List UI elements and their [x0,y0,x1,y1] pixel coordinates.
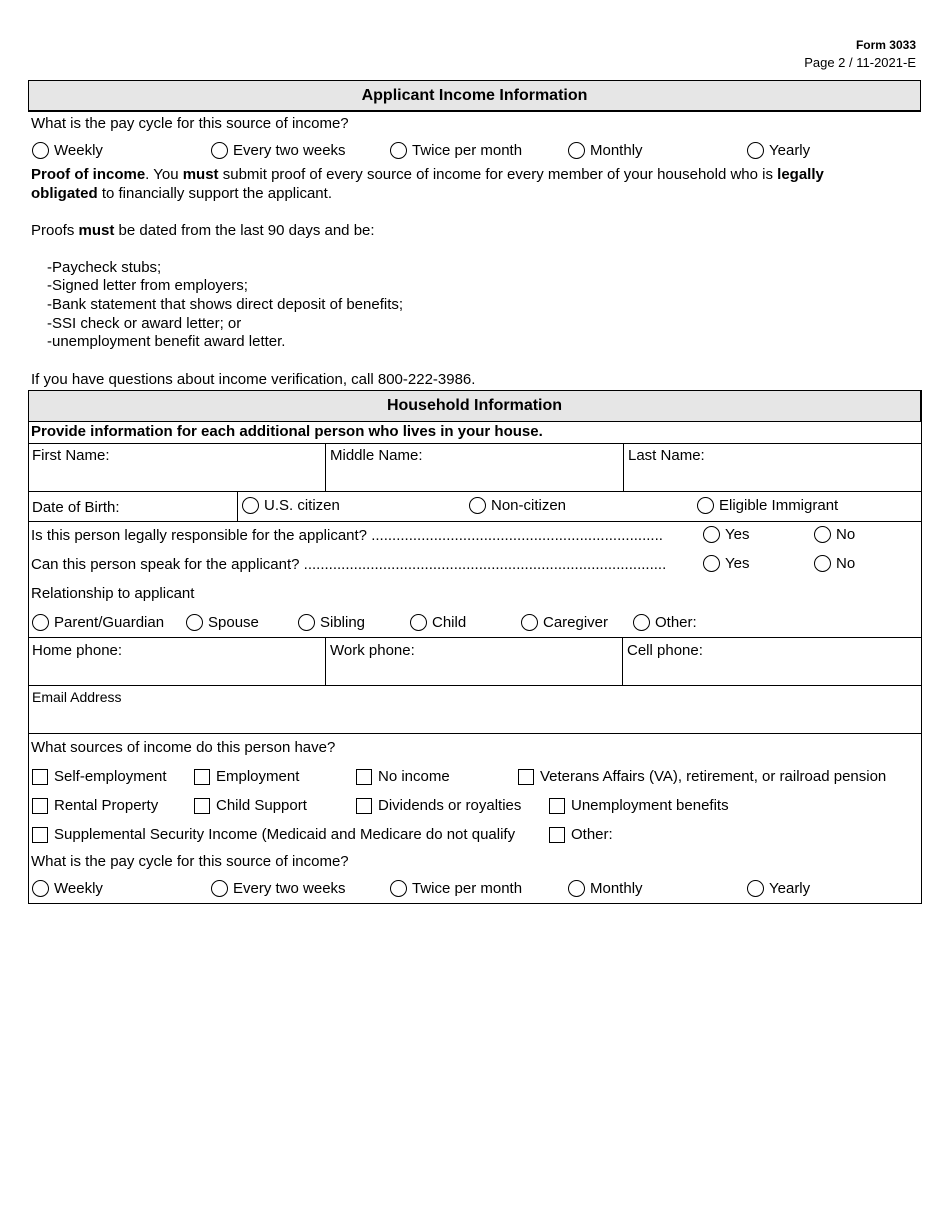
household-section-title: Household Information [28,390,921,422]
citizenship-non-citizen[interactable]: Non-citizen [469,497,566,514]
relationship-caregiver[interactable]: Caregiver [521,614,608,631]
radio-icon[interactable] [703,555,720,572]
email-field[interactable]: Email Address [32,689,122,705]
pay-cycle-monthly[interactable]: Monthly [568,142,643,159]
pay-cycle-yearly[interactable]: Yearly [747,142,810,159]
checkbox-icon[interactable] [356,769,372,785]
divider [325,637,326,685]
legally-responsible-yes[interactable]: Yes [703,526,749,543]
radio-icon[interactable] [390,880,407,897]
checkbox-icon[interactable] [549,827,565,843]
proof-list-item: -unemployment benefit award letter. [47,333,286,350]
checkbox-icon[interactable] [194,798,210,814]
pay-cycle-question: What is the pay cycle for this source of income? [31,115,349,132]
household-pay-cycle-twice-per-month[interactable]: Twice per month [390,880,522,897]
pay-cycle-weekly[interactable]: Weekly [32,142,103,159]
radio-icon[interactable] [242,497,259,514]
divider [325,443,326,491]
middle-name-field[interactable]: Middle Name: [330,447,423,464]
divider [28,521,922,522]
income-other[interactable]: Other: [549,826,613,843]
household-pay-cycle-monthly[interactable]: Monthly [568,880,643,897]
divider [28,637,922,638]
cell-phone-field[interactable]: Cell phone: [627,642,703,659]
checkbox-icon[interactable] [549,798,565,814]
relationship-label: Relationship to applicant [31,585,195,602]
income-rental-property[interactable]: Rental Property [32,797,158,814]
proof-list-item: -Bank statement that shows direct deposit of benefits; [47,296,404,313]
last-name-field[interactable]: Last Name: [628,447,705,464]
speak-for-question: Can this person speak for the applicant? ....................................................................................... [31,556,667,573]
relationship-spouse[interactable]: Spouse [186,614,259,631]
radio-icon[interactable] [211,142,228,159]
income-unemployment-benefits[interactable]: Unemployment benefits [549,797,729,814]
proof-list-item: -SSI check or award letter; or [47,315,242,332]
citizenship-eligible-immigrant[interactable]: Eligible Immigrant [697,497,838,514]
radio-icon[interactable] [747,142,764,159]
income-no-income[interactable]: No income [356,768,450,785]
divider [237,491,238,521]
proof-list-item: -Paycheck stubs; [47,259,162,276]
legally-responsible-no[interactable]: No [814,526,855,543]
income-dividends-royalties[interactable]: Dividends or royalties [356,797,521,814]
divider [28,443,922,444]
checkbox-icon[interactable] [194,769,210,785]
first-name-field[interactable]: First Name: [32,447,110,464]
legally-responsible-question: Is this person legally responsible for the applicant? ...................................................................... [31,527,663,544]
radio-icon[interactable] [697,497,714,514]
household-pay-cycle-yearly[interactable]: Yearly [747,880,810,897]
checkbox-icon[interactable] [518,769,534,785]
income-veterans-affairs[interactable]: Veterans Affairs (VA), retirement, or railroad pension [518,768,886,785]
home-phone-field[interactable]: Home phone: [32,642,123,659]
relationship-sibling[interactable]: Sibling [298,614,365,631]
relationship-parent-guardian[interactable]: Parent/Guardian [32,614,164,631]
radio-icon[interactable] [521,614,538,631]
form-number: Form 3033 [855,38,916,52]
speak-for-yes[interactable]: Yes [703,555,749,572]
radio-icon[interactable] [32,142,49,159]
work-phone-field[interactable]: Work phone: [330,642,415,659]
income-section-title: Applicant Income Information [28,80,921,112]
income-child-support[interactable]: Child Support [194,797,307,814]
income-sources-question: What sources of income do this person have? [31,739,336,756]
relationship-other[interactable]: Other: [633,614,697,631]
proof-of-income-text: Proof of income. You must submit proof of every source of income for every member of your household who is legally [31,166,824,183]
checkbox-icon[interactable] [32,798,48,814]
radio-icon[interactable] [814,555,831,572]
citizenship-us-citizen[interactable]: U.S. citizen [242,497,340,514]
questions-contact-text: If you have questions about income verification, call 800-222-3986. [31,371,476,388]
page-number: Page 2 / 11-2021-E [804,55,916,70]
radio-icon[interactable] [298,614,315,631]
pay-cycle-twice-per-month[interactable]: Twice per month [390,142,522,159]
divider [28,733,922,734]
radio-icon[interactable] [469,497,486,514]
relationship-child[interactable]: Child [410,614,466,631]
radio-icon[interactable] [186,614,203,631]
radio-icon[interactable] [568,880,585,897]
radio-icon[interactable] [390,142,407,159]
date-of-birth-field[interactable]: Date of Birth: [32,499,120,516]
speak-for-no[interactable]: No [814,555,855,572]
radio-icon[interactable] [703,526,720,543]
proof-list-item: -Signed letter from employers; [47,277,248,294]
radio-icon[interactable] [747,880,764,897]
household-instruction: Provide information for each additional person who lives in your house. [31,423,543,440]
checkbox-icon[interactable] [32,827,48,843]
checkbox-icon[interactable] [32,769,48,785]
income-ssi[interactable]: Supplemental Security Income (Medicaid and Medicare do not qualify [32,826,515,843]
proofs-dated-text: Proofs must be dated from the last 90 days and be: [31,222,375,239]
pay-cycle-every-two-weeks[interactable]: Every two weeks [211,142,346,159]
radio-icon[interactable] [568,142,585,159]
radio-icon[interactable] [32,880,49,897]
household-pay-cycle-every-two-weeks[interactable]: Every two weeks [211,880,346,897]
divider [622,637,623,685]
radio-icon[interactable] [633,614,650,631]
checkbox-icon[interactable] [356,798,372,814]
income-employment[interactable]: Employment [194,768,299,785]
household-pay-cycle-weekly[interactable]: Weekly [32,880,103,897]
radio-icon[interactable] [32,614,49,631]
household-pay-cycle-question: What is the pay cycle for this source of income? [31,853,349,870]
proof-of-income-text-line2: obligated to financially support the applicant. [31,185,332,202]
divider [623,443,624,491]
radio-icon[interactable] [211,880,228,897]
radio-icon[interactable] [814,526,831,543]
divider [28,685,922,686]
income-self-employment[interactable]: Self-employment [32,768,167,785]
radio-icon[interactable] [410,614,427,631]
divider [28,491,922,492]
